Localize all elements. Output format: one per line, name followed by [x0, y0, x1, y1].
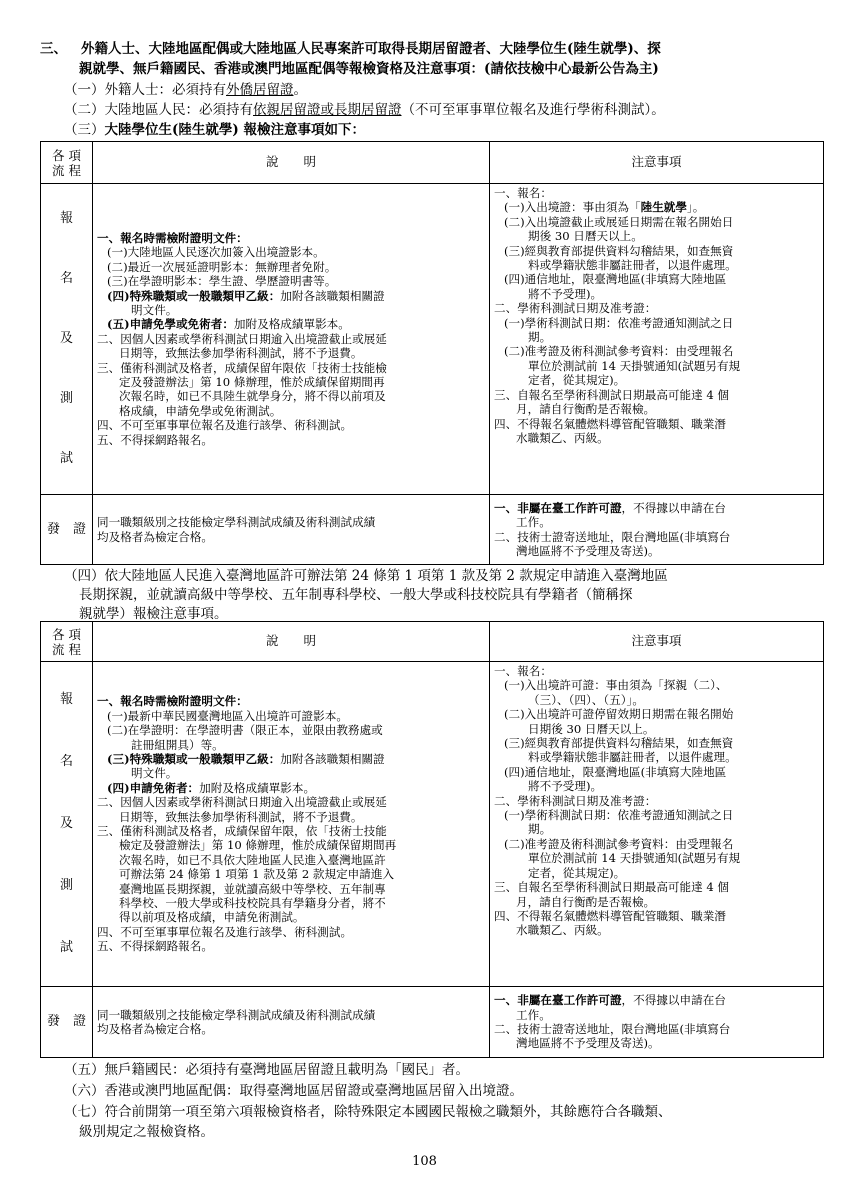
section-heading-text-1: 外籍人士、大陸地區配偶或大陸地區人民專案許可取得長期居留證者、大陸學位生(陸生就學)、探	[81, 41, 661, 57]
stage-label	[41, 189, 92, 489]
explain-line-text: 日期等，致無法參加學術科測試，將不予退費。	[119, 346, 363, 361]
notes-line	[494, 388, 819, 402]
header-stage	[41, 142, 93, 184]
explain-line-text: 次報名時，如已不具陸生就學身分，將不得以前項及	[119, 389, 386, 404]
explain-line-text: 定及發證辦法」第 10 條辦理，惟於成績保留期間再	[119, 375, 385, 390]
table-header-row	[41, 622, 824, 662]
explain-line	[97, 795, 485, 809]
explain-line-bold: (四)特殊職類或一般職類甲乙級：	[107, 288, 281, 303]
header-stage-a: 各 項	[52, 147, 81, 163]
cert-note-line-text: 工作。	[516, 1007, 551, 1022]
notes-line	[494, 258, 819, 272]
explain-line	[97, 332, 485, 346]
item-two	[64, 102, 844, 119]
item-one-end: 。	[293, 82, 307, 98]
explain-line-text: 四、不可至軍事單位報名及進行該學、術科測試。	[97, 924, 353, 939]
header-notes: 注意事項	[490, 622, 824, 662]
stage-char: 試	[59, 939, 73, 955]
explain-line	[97, 896, 485, 910]
explain-line	[97, 925, 485, 939]
stage-label	[41, 669, 92, 979]
notes-line-text: (四)通信地址，限臺灣地區(非填寫大陸地區	[504, 272, 727, 287]
notes-line-text: (二)入出境許可證停留效期日期需在報名開始	[504, 707, 734, 722]
notes-line	[494, 880, 819, 894]
explain-line	[97, 260, 485, 274]
item-seven-line: 級別規定之報檢資格。	[79, 1124, 214, 1140]
notes-line-text: (一)學術科測試日期：依准考證通知測試之日	[504, 315, 734, 330]
notes-line	[494, 301, 819, 315]
explain-line	[97, 289, 485, 303]
requirements-table-1	[40, 141, 824, 565]
notes-line-text: 二、學術科測試日期及准考證：	[494, 793, 657, 808]
explain-line	[97, 303, 485, 317]
table-row	[41, 662, 824, 987]
explain-line-text: 加附及格成績單影本。	[233, 317, 350, 332]
explain-line	[97, 723, 485, 737]
notes-line-text: 料或學籍狀態非屬註冊者，以退件處理。	[528, 258, 737, 273]
item-four-line: （四）依大陸地區人民進入臺灣地區許可辦法第 24 條第 1 項第 1 款及第 2 款規定申請進入臺灣地區	[64, 568, 668, 584]
explain-line	[97, 738, 485, 752]
explain-line	[97, 853, 485, 867]
item-four-line: 親就學）報檢注意事項。	[79, 606, 228, 622]
item-two-underline: 依親居留證或長期居留證	[253, 102, 402, 118]
notes-line-text: 將不予受理)。	[528, 286, 603, 301]
cert-note-line-text: 二、技術士證寄送地址，限台灣地區(非填寫台	[494, 1022, 731, 1036]
explain-line	[97, 882, 485, 896]
notes-line	[494, 693, 819, 707]
cert-notes-list	[490, 991, 823, 1053]
notes-line-text: 期後 30 日曆天以上。	[528, 229, 643, 244]
cert-notes-cell	[490, 495, 824, 565]
notes-line-text: 月，請自行衡酌是否報檢。	[516, 402, 656, 417]
notes-line-text: (四)通信地址，限臺灣地區(非填寫大陸地區	[504, 764, 727, 779]
explain-line-text: (二)最近一次展延證明影本：無辦理者免附。	[107, 259, 337, 274]
explain-line-text: 五、不得採網路報名。	[97, 432, 213, 447]
cert-note-line	[494, 1022, 819, 1036]
explain-line-text: 明文件。	[131, 302, 178, 317]
cert-explain-line: 均及格者為檢定合格。	[97, 529, 213, 544]
item-six: （六）香港或澳門地區配偶：取得臺灣地區居留證或臺灣地區居留入出境證。	[64, 1083, 523, 1099]
explain-line-bold: (四)申請免術者：	[107, 780, 200, 795]
notes-line-text: 二、學術科測試日期及准考證：	[494, 301, 657, 316]
explain-line-text: 日期等，致無法參加學術科測試，將不予退費。	[119, 809, 363, 824]
notes-line	[494, 736, 819, 750]
item-three	[64, 122, 844, 139]
explain-line-text: 加附各該職類相關證	[280, 751, 385, 766]
explain-line-text: 科學校、一般大學或科技校院具有學籍身分者，將不	[119, 896, 386, 911]
notes-line	[494, 678, 819, 692]
cert-label: 發 證	[46, 1014, 86, 1030]
explain-line-text: 可辦法第 24 條第 1 項第 1 款及第 2 款規定申請進入	[119, 867, 395, 882]
header-notes: 注意事項	[490, 142, 824, 184]
explain-line-bold: (五)申請免學或免術者：	[107, 317, 234, 332]
notes-line	[494, 851, 819, 865]
notes-line	[494, 215, 819, 229]
stage-cell	[41, 662, 93, 987]
notes-cell	[490, 184, 824, 495]
item-five: （五）無戶籍國民：必須持有臺灣地區居留證且載明為「國民」者。	[64, 1062, 469, 1078]
notes-line	[494, 837, 819, 851]
notes-line-text: 四、不得報名氣體燃料導管配管職類、職業潛	[494, 908, 726, 923]
header-stage-a: 各 項	[52, 626, 81, 642]
cert-explain-cell	[93, 987, 490, 1058]
explain-line-text: (一)最新中華民國臺灣地區入出境許可證影本。	[107, 708, 348, 723]
notes-line	[494, 866, 819, 880]
cert-note-line	[494, 501, 819, 515]
explain-line-text: 檢定及發證辦法」第 10 條辦理，惟於成績保留期間再	[119, 838, 397, 853]
stage-char: 測	[59, 877, 73, 893]
notes-line	[494, 722, 819, 736]
cert-note-line	[494, 1036, 819, 1050]
notes-line-text: (二)准考證及術科測試參考資料：由受理報名	[504, 836, 734, 851]
explain-line-text: 五、不得採網路報名。	[97, 939, 213, 954]
notes-list	[490, 184, 823, 447]
notes-line	[494, 200, 819, 214]
table-row	[41, 184, 824, 495]
notes-line-text: 期。	[528, 822, 552, 837]
explain-line-text: (一)大陸地區人民逐次加簽入出境證影本。	[107, 245, 325, 260]
stage-char: 試	[59, 450, 73, 466]
header-stage-b: 流 程	[52, 641, 81, 657]
item-one-text: （一）外籍人士：必須持有	[64, 82, 226, 98]
explain-line-text: 註冊組開具）等。	[131, 737, 224, 752]
explain-line	[97, 274, 485, 288]
notes-line-text: 一、報名：	[494, 186, 552, 200]
notes-line	[494, 417, 819, 431]
item-three-prefix: （三）	[64, 122, 105, 138]
explain-line	[97, 346, 485, 360]
notes-line-text: (二)准考證及術科測試參考資料：由受理報名	[504, 344, 734, 359]
explain-line-text: 臺灣地區長期探親，並就讀高級中等學校、五年制專	[119, 881, 386, 896]
notes-line	[494, 244, 819, 258]
item-one	[64, 82, 844, 99]
notes-line	[494, 287, 819, 301]
cert-stage-cell	[41, 495, 93, 565]
explain-line-text: 加附及格成績單影本。	[199, 780, 316, 795]
item-four-line: 長期探親，並就讀高級中等學校、五年制專科學校、一般大學或科技校院具有學籍者（簡稱探	[79, 587, 633, 603]
notes-line-bold: 陸生就學	[640, 200, 687, 215]
item-two-text: （二）大陸地區人民：必須持有	[64, 102, 253, 118]
notes-line	[494, 186, 819, 200]
header-stage-b: 流 程	[52, 162, 81, 178]
notes-line	[494, 779, 819, 793]
explain-line	[97, 375, 485, 389]
cert-note-line-text: 灣地區將不予受理及寄送)。	[516, 543, 660, 558]
notes-line	[494, 707, 819, 721]
notes-line-text: (三)經與教育部提供資料勾稽結果，如查無資	[504, 736, 734, 751]
explain-line	[97, 245, 485, 259]
item-two-end: （不可至軍事單位報名及進行學術科測試）。	[401, 102, 665, 118]
cert-note-line	[494, 544, 819, 558]
item-three-title: 大陸學位生(陸生就學) 報檢注意事項如下：	[104, 122, 365, 138]
header-explain: 說 明	[93, 142, 490, 184]
explain-line	[97, 766, 485, 780]
explain-line-text: 格成績，申請免學或免術測試。	[119, 403, 282, 418]
stage-char: 報	[59, 691, 73, 707]
stage-char: 及	[59, 815, 73, 831]
requirements-table-2	[40, 621, 824, 1058]
cert-note-line-text: 工作。	[516, 515, 551, 530]
page-number: 108	[412, 1154, 437, 1169]
notes-line-text: 」。	[686, 200, 705, 215]
explain-line-text: 得以前項及格成績，申請免術測試。	[119, 910, 305, 925]
notes-line	[494, 895, 819, 909]
cert-note-line	[494, 993, 819, 1007]
notes-line	[494, 373, 819, 387]
table-header-row	[41, 142, 824, 184]
explain-line	[97, 389, 485, 403]
explain-line-text: 三、僅術科測試及格者，成績保留年限依「技術士技能檢	[97, 360, 387, 375]
notes-line	[494, 330, 819, 344]
section-heading-line-1	[40, 41, 820, 58]
explain-line	[97, 709, 485, 723]
explain-line	[97, 867, 485, 881]
cert-explain-line: 均及格者為檢定合格。	[97, 1022, 213, 1036]
explain-line	[97, 752, 485, 766]
notes-line-text: 月，請自行衡酌是否報檢。	[516, 894, 656, 909]
item-seven-line: （七）符合前開第一項至第六項報檢資格者，除特殊限定本國國民報檢之職類外，其餘應符合各職類、	[64, 1104, 672, 1120]
cert-note-line-text: 灣地區將不予受理及寄送)。	[516, 1036, 660, 1051]
explain-line	[97, 418, 485, 432]
notes-line	[494, 750, 819, 764]
cert-notes-cell	[490, 987, 824, 1058]
explain-line-text: 加附各該職類相關證	[280, 288, 385, 303]
section-number: 三、	[40, 41, 67, 57]
notes-line-text: 日期後 30 日曆天以上。	[528, 721, 655, 736]
cert-note-line-text: 二、技術士證寄送地址，限台灣地區(非填寫台	[494, 529, 731, 544]
explain-line	[97, 317, 485, 331]
notes-line	[494, 229, 819, 243]
notes-line-text: 四、不得報名氣體燃料導管配管職類、職業潛	[494, 416, 726, 431]
notes-line	[494, 822, 819, 836]
explain-line-text: 一、報名時需檢附證明文件：	[97, 230, 248, 245]
stage-char: 報	[59, 210, 73, 226]
notes-line	[494, 664, 819, 678]
explain-line	[97, 824, 485, 838]
notes-line-text: 將不予受理)。	[528, 779, 603, 794]
explain-line-bold: (三)特殊職類或一般職類甲乙級：	[107, 751, 281, 766]
notes-line	[494, 808, 819, 822]
cert-notes-list	[490, 499, 823, 561]
explain-line	[97, 694, 485, 708]
header-stage	[41, 622, 93, 662]
notes-line-text: 定者，從其規定)。	[528, 865, 626, 880]
cert-note-line-bold: 一、非屬在臺工作許可證	[494, 500, 622, 515]
notes-line	[494, 794, 819, 808]
explain-line	[97, 231, 485, 245]
cert-explain-cell	[93, 495, 490, 565]
cert-note-line-bold: 一、非屬在臺工作許可證	[494, 993, 622, 1008]
notes-line-text: 單位於測試前 14 天掛號通知(試題另有規	[528, 358, 741, 373]
notes-line-text: 期。	[528, 330, 552, 345]
notes-line	[494, 272, 819, 286]
notes-line-text: 料或學籍狀態非屬註冊者，以退件處理。	[528, 750, 737, 765]
notes-line-text: （三）、（四）、（五）」。	[528, 692, 644, 707]
cert-note-line	[494, 515, 819, 529]
explain-line	[97, 781, 485, 795]
notes-line-text: 水職類乙、丙級。	[516, 923, 609, 938]
cert-note-line-text: ，不得據以申請在台	[621, 500, 726, 515]
header-explain: 說 明	[93, 622, 490, 662]
notes-list	[490, 662, 823, 940]
notes-line	[494, 765, 819, 779]
notes-line-text: (一)入出境許可證：事由須為「探親（二）、	[504, 678, 728, 693]
section-heading-line-2: 親就學、無戶籍國民、香港或澳門地區配偶等報檢資格及注意事項：(請依技檢中心最新公告為主)	[79, 61, 659, 77]
stage-char: 及	[59, 330, 73, 346]
explain-line-text: 次報名時，如已不具依大陸地區人民進入臺灣地區許	[119, 852, 386, 867]
cert-note-line	[494, 530, 819, 544]
explain-list	[93, 692, 489, 955]
cert-note-line	[494, 1008, 819, 1022]
table-row	[41, 495, 824, 565]
explain-line-text: 二、因個人因素或學術科測試日期逾入出境證截止或展延	[97, 795, 387, 810]
stage-char: 名	[59, 753, 73, 769]
explain-line	[97, 433, 485, 447]
table-row	[41, 987, 824, 1058]
cert-explain-line: 同一職類級別之技能檢定學科測試成績及術科測試成績	[97, 515, 376, 530]
notes-line-text: (一)學術科測試日期：依准考證通知測試之日	[504, 808, 734, 823]
notes-line-text: 定者，從其規定)。	[528, 373, 626, 388]
notes-line-text: 一、報名：	[494, 664, 552, 678]
notes-line	[494, 431, 819, 445]
stage-char: 測	[59, 390, 73, 406]
explain-line-text: 明文件。	[131, 766, 178, 781]
item-one-underline: 外僑居留證	[226, 82, 294, 98]
explain-cell	[93, 662, 490, 987]
notes-cell	[490, 662, 824, 987]
explain-line-text: 一、報名時需檢附證明文件：	[97, 694, 248, 709]
cert-explain-line: 同一職類級別之技能檢定學科測試成績及術科測試成績	[97, 1007, 376, 1022]
cert-stage-cell	[41, 987, 93, 1058]
notes-line-text: 單位於測試前 14 天掛號通知(試題另有規	[528, 851, 741, 866]
notes-line	[494, 402, 819, 416]
explain-line-text: (二)在學證明：在學證明書（限正本，並限由教務處或	[107, 723, 383, 738]
notes-line-text: 三、自報名至學術科測試日期最高可能達 4 個	[494, 880, 730, 895]
notes-line-text: (一)入出境證：事由須為「	[504, 200, 641, 215]
explain-line-text: 四、不可至軍事單位報名及進行該學、術科測試。	[97, 418, 353, 433]
notes-line-text: (二)入出境證截止或展延日期需在報名開始日	[504, 214, 734, 229]
explain-line-text: 二、因個人因素或學術科測試日期逾入出境證截止或展延	[97, 331, 387, 346]
explain-line	[97, 361, 485, 375]
stage-char: 名	[59, 270, 73, 286]
notes-line	[494, 909, 819, 923]
explain-line	[97, 910, 485, 924]
notes-line-text: (三)經與教育部提供資料勾稽結果，如查無資	[504, 243, 734, 258]
explain-line-text: (三)在學證明影本：學生證、學歷證明書等。	[107, 274, 337, 289]
explain-line	[97, 404, 485, 418]
cert-note-line-text: ，不得據以申請在台	[621, 993, 726, 1008]
notes-line	[494, 923, 819, 937]
explain-cell	[93, 184, 490, 495]
notes-line	[494, 316, 819, 330]
notes-line-text: 三、自報名至學術科測試日期最高可能達 4 個	[494, 387, 730, 402]
notes-line	[494, 344, 819, 358]
cert-label: 發 證	[46, 521, 86, 537]
explain-line-text: 三、僅術科測試及格者，成績保留年限，依「技術士技能	[97, 824, 387, 838]
explain-line	[97, 838, 485, 852]
explain-line	[97, 939, 485, 953]
notes-line-text: 水職類乙、丙級。	[516, 430, 609, 445]
stage-cell	[41, 184, 93, 495]
notes-line	[494, 359, 819, 373]
explain-list	[93, 229, 489, 449]
explain-line	[97, 810, 485, 824]
